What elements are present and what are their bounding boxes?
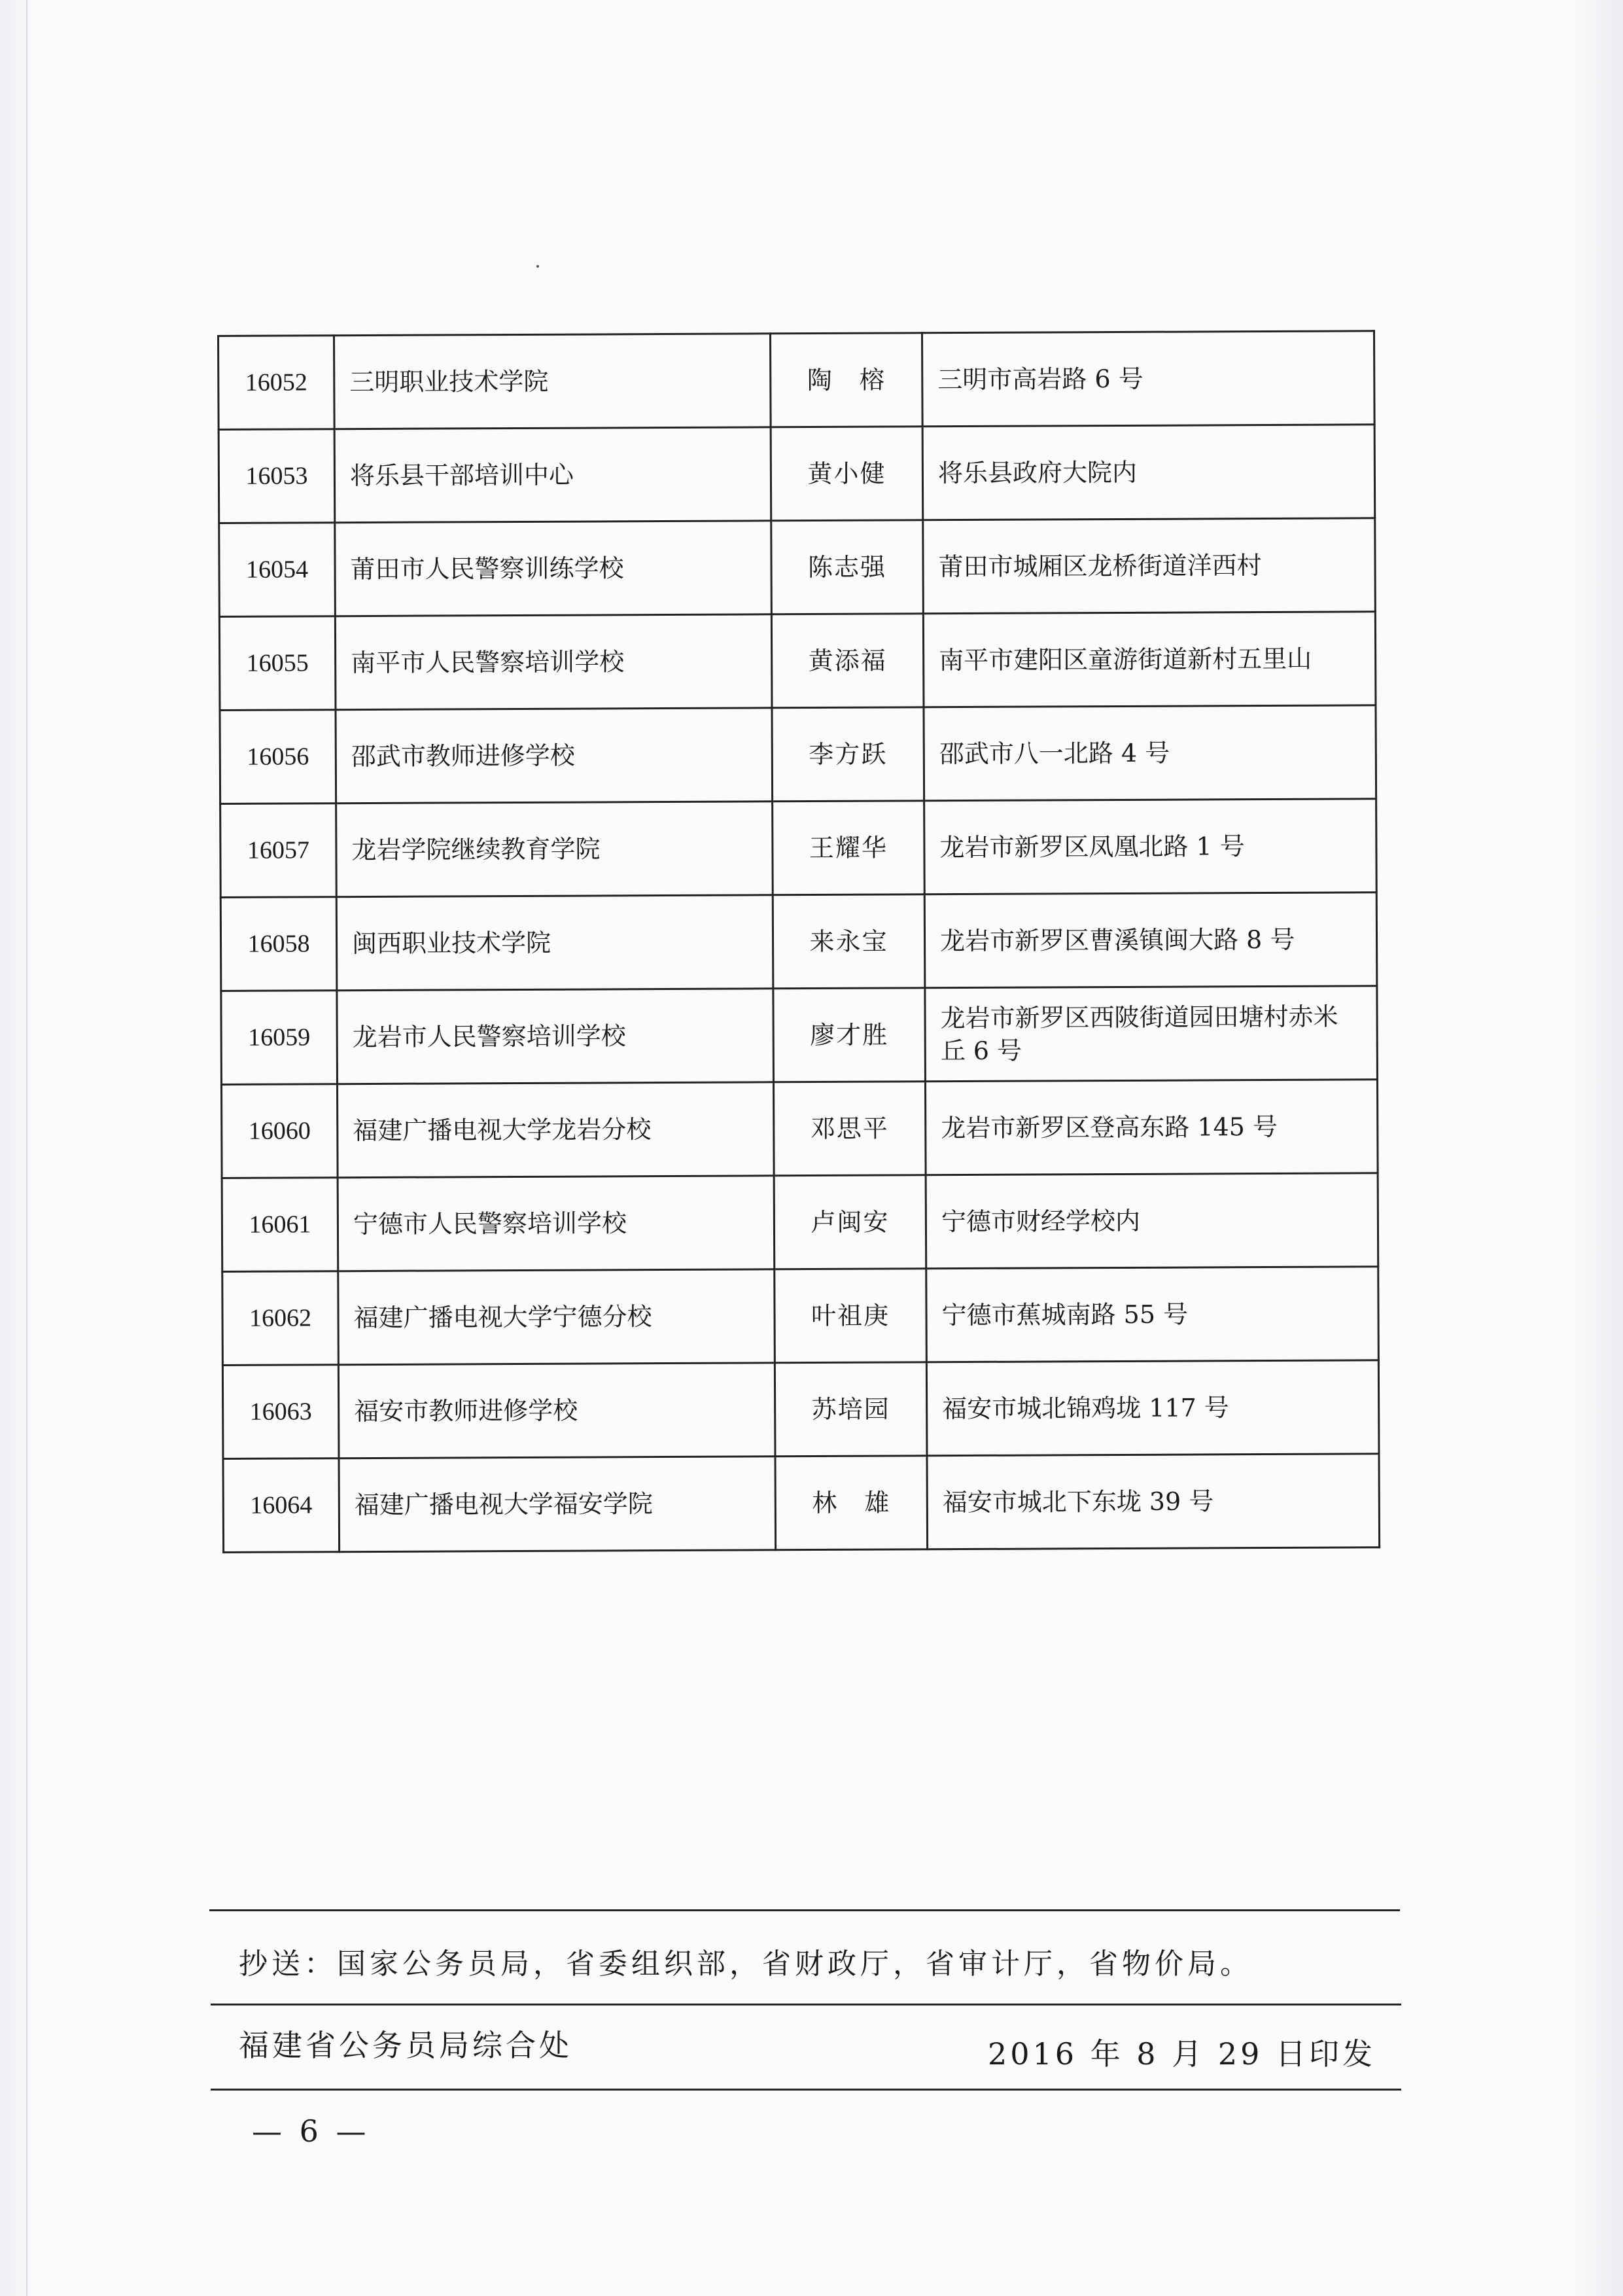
- scan-speck: [536, 265, 539, 268]
- cell-address: 龙岩市新罗区西陂街道园田塘村赤米丘 6 号: [925, 986, 1378, 1082]
- table-row: [219, 518, 1376, 617]
- cell-code: 16062: [222, 1271, 339, 1366]
- cell-code: 16061: [222, 1178, 338, 1272]
- cell-contact-person: 陶 榕: [770, 333, 922, 427]
- cell-contact-person: 林 雄: [775, 1456, 928, 1550]
- cell-contact-person: 陈志强: [771, 520, 924, 614]
- footer-middle-rule: [211, 2004, 1401, 2005]
- cell-address: 莆田市城厢区龙桥街道洋西村: [923, 518, 1376, 614]
- cell-organization: 邵武市教师进修学校: [336, 708, 773, 804]
- cell-organization: 将乐县干部培训中心: [334, 427, 771, 523]
- cell-code: 16052: [218, 336, 335, 430]
- table-row: [222, 1173, 1378, 1272]
- footer-top-rule: [209, 1909, 1400, 1911]
- table-row: [220, 892, 1377, 991]
- cell-contact-person: 叶祖庚: [775, 1269, 927, 1363]
- footer-bottom-rule: [211, 2089, 1401, 2091]
- cell-code: 16064: [223, 1458, 340, 1553]
- cell-address: 龙岩市新罗区登高东路 145 号: [925, 1080, 1378, 1175]
- cc-line: 抄送：国家公务员局，省委组织部，省财政厅，省审计厅，省物价局。: [239, 1947, 1253, 1981]
- cell-contact-person: 李方跃: [772, 707, 924, 802]
- cell-code: 16060: [221, 1084, 338, 1178]
- cell-contact-person: 王耀华: [773, 801, 925, 895]
- cell-organization: 三明职业技术学院: [334, 334, 771, 429]
- cell-organization: 龙岩学院继续教育学院: [336, 802, 773, 897]
- table-row: [220, 705, 1376, 804]
- cell-organization: 闽西职业技术学院: [336, 895, 773, 991]
- issuer: 福建省公务员局综合处: [239, 2028, 572, 2063]
- cell-address: 福安市城北下东垅 39 号: [927, 1454, 1380, 1549]
- issue-date: 2016 年 8 月 29 日印发: [988, 2036, 1376, 2072]
- cell-code: 16054: [219, 523, 336, 617]
- table-row: [222, 1267, 1379, 1366]
- table-row: [223, 1454, 1380, 1553]
- cell-organization: 福建广播电视大学宁德分校: [338, 1269, 775, 1365]
- table-body: [218, 331, 1380, 1553]
- training-institution-table: [217, 330, 1380, 1553]
- cell-contact-person: 廖才胜: [773, 988, 926, 1082]
- table-row: [219, 612, 1376, 711]
- table-row: [218, 425, 1375, 523]
- cell-code: 16053: [218, 429, 335, 523]
- cell-code: 16055: [219, 616, 336, 711]
- cell-address: 三明市高岩路 6 号: [922, 331, 1374, 427]
- cell-address: 邵武市八一北路 4 号: [924, 705, 1376, 801]
- cell-organization: 南平市人民警察培训学校: [335, 614, 772, 710]
- cell-code: 16059: [221, 991, 338, 1085]
- cell-contact-person: 黄添福: [771, 614, 924, 708]
- page-number: — 6 —: [252, 2113, 370, 2149]
- cell-address: 将乐县政府大院内: [922, 425, 1375, 520]
- cell-contact-person: 黄小健: [771, 427, 923, 521]
- cell-contact-person: 邓思平: [773, 1082, 926, 1176]
- cell-code: 16058: [220, 897, 337, 991]
- cell-organization: 福建广播电视大学福安学院: [339, 1457, 776, 1552]
- table-row: [221, 1080, 1378, 1178]
- cell-contact-person: 来永宝: [773, 894, 925, 989]
- cell-address: 福安市城北锦鸡垅 117 号: [926, 1360, 1379, 1456]
- cell-address: 宁德市蕉城南路 55 号: [926, 1267, 1379, 1362]
- page-edge-shadow: [26, 0, 27, 2296]
- table-row: [220, 799, 1377, 898]
- table-row: [222, 1360, 1379, 1459]
- table-row: [218, 331, 1375, 430]
- cell-code: 16057: [220, 804, 337, 898]
- cell-organization: 福建广播电视大学龙岩分校: [337, 1082, 774, 1178]
- table-row: [221, 986, 1378, 1085]
- cell-contact-person: 卢闽安: [774, 1175, 926, 1269]
- cell-address: 龙岩市新罗区凤凰北路 1 号: [924, 799, 1377, 894]
- cell-organization: 宁德市人民警察培训学校: [338, 1176, 775, 1271]
- cell-address: 龙岩市新罗区曹溪镇闽大路 8 号: [924, 892, 1377, 988]
- cell-organization: 龙岩市人民警察培训学校: [337, 989, 774, 1084]
- cell-organization: 莆田市人民警察训练学校: [335, 521, 772, 616]
- cell-address: 宁德市财经学校内: [926, 1173, 1378, 1269]
- cell-code: 16063: [222, 1365, 339, 1459]
- cell-contact-person: 苏培园: [775, 1362, 927, 1457]
- cell-code: 16056: [220, 710, 336, 804]
- cell-address: 南平市建阳区童游街道新村五里山: [923, 612, 1376, 707]
- cell-organization: 福安市教师进修学校: [338, 1363, 775, 1458]
